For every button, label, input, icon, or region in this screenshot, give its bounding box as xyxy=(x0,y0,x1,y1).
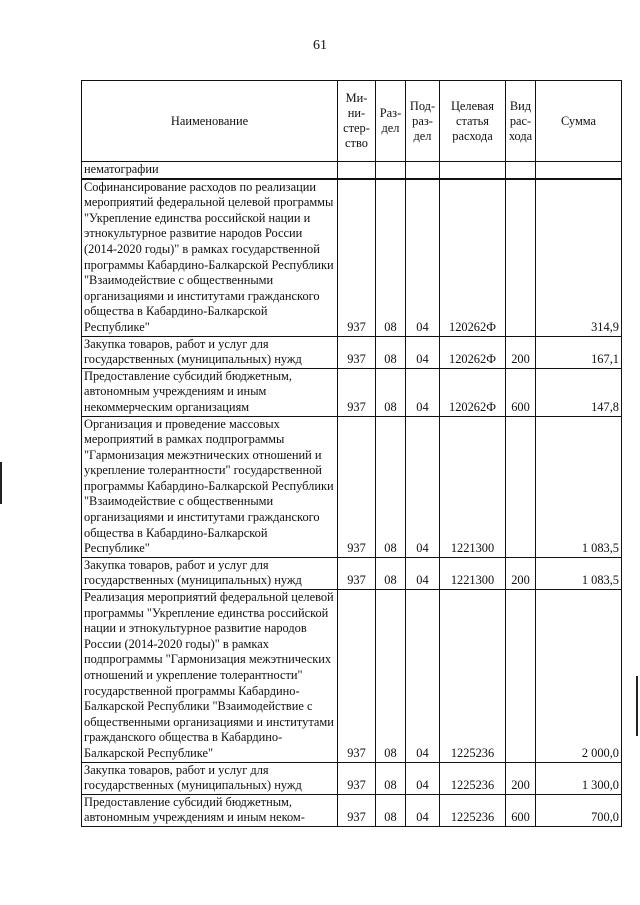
cell-type xyxy=(506,590,536,763)
budget-table xyxy=(81,80,622,827)
cell-target: 1221300 xyxy=(440,557,506,589)
header-ministry: Ми-ни-стер-ство xyxy=(338,81,376,162)
table-row xyxy=(82,336,622,368)
cell-name: Закупка товаров, работ и услуг для государственных (муниципальных) нужд xyxy=(82,557,338,589)
cell-section: 08 xyxy=(376,179,406,336)
cell-subsection: 04 xyxy=(406,368,440,416)
cell-section: 08 xyxy=(376,590,406,763)
cell-ministry: 937 xyxy=(338,336,376,368)
cell-ministry: 937 xyxy=(338,794,376,826)
table-row xyxy=(82,416,622,557)
cell-section: 08 xyxy=(376,762,406,794)
cell-type xyxy=(506,179,536,336)
cell-sum: 700,0 xyxy=(536,794,622,826)
cell-target: 1225236 xyxy=(440,794,506,826)
scan-edge-mark-left xyxy=(0,462,2,504)
cell-sum xyxy=(536,162,622,179)
table-row xyxy=(82,762,622,794)
cell-subsection: 04 xyxy=(406,762,440,794)
cell-target: 120262Ф xyxy=(440,368,506,416)
cell-target: 1225236 xyxy=(440,762,506,794)
cell-sum: 314,9 xyxy=(536,179,622,336)
cell-ministry: 937 xyxy=(338,762,376,794)
header-name: Наименование xyxy=(82,81,338,162)
table-row xyxy=(82,557,622,589)
cell-section: 08 xyxy=(376,416,406,557)
cell-name: Софинансирование расходов по реализации мероприятий федеральной целевой программы "Укрепление единства российской нации и этнокультурное развитие народов России (2014-2020 годы)" в рамках государственной программы Кабардино-Балкарской Республики "Взаимодействие с общественными организациями и институтами гражданского общества в Кабардино-Балкарской Республике" xyxy=(82,179,338,336)
cell-subsection: 04 xyxy=(406,416,440,557)
cell-target xyxy=(440,162,506,179)
header-expense-type: Вид рас-хода xyxy=(506,81,536,162)
cell-sum: 167,1 xyxy=(536,336,622,368)
header-subsection: Под-раз-дел xyxy=(406,81,440,162)
cell-sum: 2 000,0 xyxy=(536,590,622,763)
cell-type xyxy=(506,162,536,179)
table-row xyxy=(82,162,622,179)
cell-subsection: 04 xyxy=(406,794,440,826)
cell-sum: 1 083,5 xyxy=(536,416,622,557)
table-row xyxy=(82,368,622,416)
cell-subsection: 04 xyxy=(406,179,440,336)
cell-name: Реализация мероприятий федеральной целевой программы "Укрепление единства российской нации и этнокультурное развитие народов России (2014-2020 годы)" в рамках подпрограммы "Гармонизация межэтнических отношений и укрепление толерантности" государственной программы Кабардино-Балкарской Республики "Взаимодействие с общественными организациями и институтами гражданского общества в Кабардино-Балкарской Республике" xyxy=(82,590,338,763)
cell-subsection: 04 xyxy=(406,557,440,589)
cell-type: 600 xyxy=(506,794,536,826)
cell-sum: 1 083,5 xyxy=(536,557,622,589)
table-row xyxy=(82,794,622,826)
cell-type: 600 xyxy=(506,368,536,416)
scan-edge-mark-right xyxy=(636,676,638,736)
cell-type xyxy=(506,416,536,557)
cell-type: 200 xyxy=(506,557,536,589)
cell-section: 08 xyxy=(376,557,406,589)
cell-name: Закупка товаров, работ и услуг для государственных (муниципальных) нужд xyxy=(82,762,338,794)
cell-section: 08 xyxy=(376,794,406,826)
cell-name: нематографии xyxy=(82,162,338,179)
cell-ministry: 937 xyxy=(338,179,376,336)
cell-subsection: 04 xyxy=(406,590,440,763)
cell-target: 1221300 xyxy=(440,416,506,557)
cell-target: 120262Ф xyxy=(440,179,506,336)
cell-name: Закупка товаров, работ и услуг для государственных (муниципальных) нужд xyxy=(82,336,338,368)
cell-subsection xyxy=(406,162,440,179)
header-sum: Сумма xyxy=(536,81,622,162)
table-row xyxy=(82,179,622,336)
cell-subsection: 04 xyxy=(406,336,440,368)
cell-name: Предоставление субсидий бюджетным, автономным учреждениям и иным неком- xyxy=(82,794,338,826)
cell-section xyxy=(376,162,406,179)
cell-section: 08 xyxy=(376,368,406,416)
header-target: Целевая статья расхода xyxy=(440,81,506,162)
cell-ministry: 937 xyxy=(338,416,376,557)
cell-ministry: 937 xyxy=(338,590,376,763)
cell-name: Организация и проведение массовых мероприятий в рамках подпрограммы "Гармонизация межэтнических отношений и укрепление толерантности" государственной программы Кабардино-Балкарской Республики "Взаимодействие с общественными организациями и институтами гражданского общества в Кабардино-Балкарской Республике" xyxy=(82,416,338,557)
cell-ministry xyxy=(338,162,376,179)
cell-target: 120262Ф xyxy=(440,336,506,368)
cell-name: Предоставление субсидий бюджетным, автономным учреждениям и иным некоммерческим организациям xyxy=(82,368,338,416)
cell-sum: 147,8 xyxy=(536,368,622,416)
page-number: 61 xyxy=(313,38,327,53)
table-row xyxy=(82,590,622,763)
cell-section: 08 xyxy=(376,336,406,368)
cell-ministry: 937 xyxy=(338,557,376,589)
cell-sum: 1 300,0 xyxy=(536,762,622,794)
cell-type: 200 xyxy=(506,762,536,794)
cell-target: 1225236 xyxy=(440,590,506,763)
cell-ministry: 937 xyxy=(338,368,376,416)
table-header-row xyxy=(82,81,622,162)
header-section: Раз-дел xyxy=(376,81,406,162)
cell-type: 200 xyxy=(506,336,536,368)
